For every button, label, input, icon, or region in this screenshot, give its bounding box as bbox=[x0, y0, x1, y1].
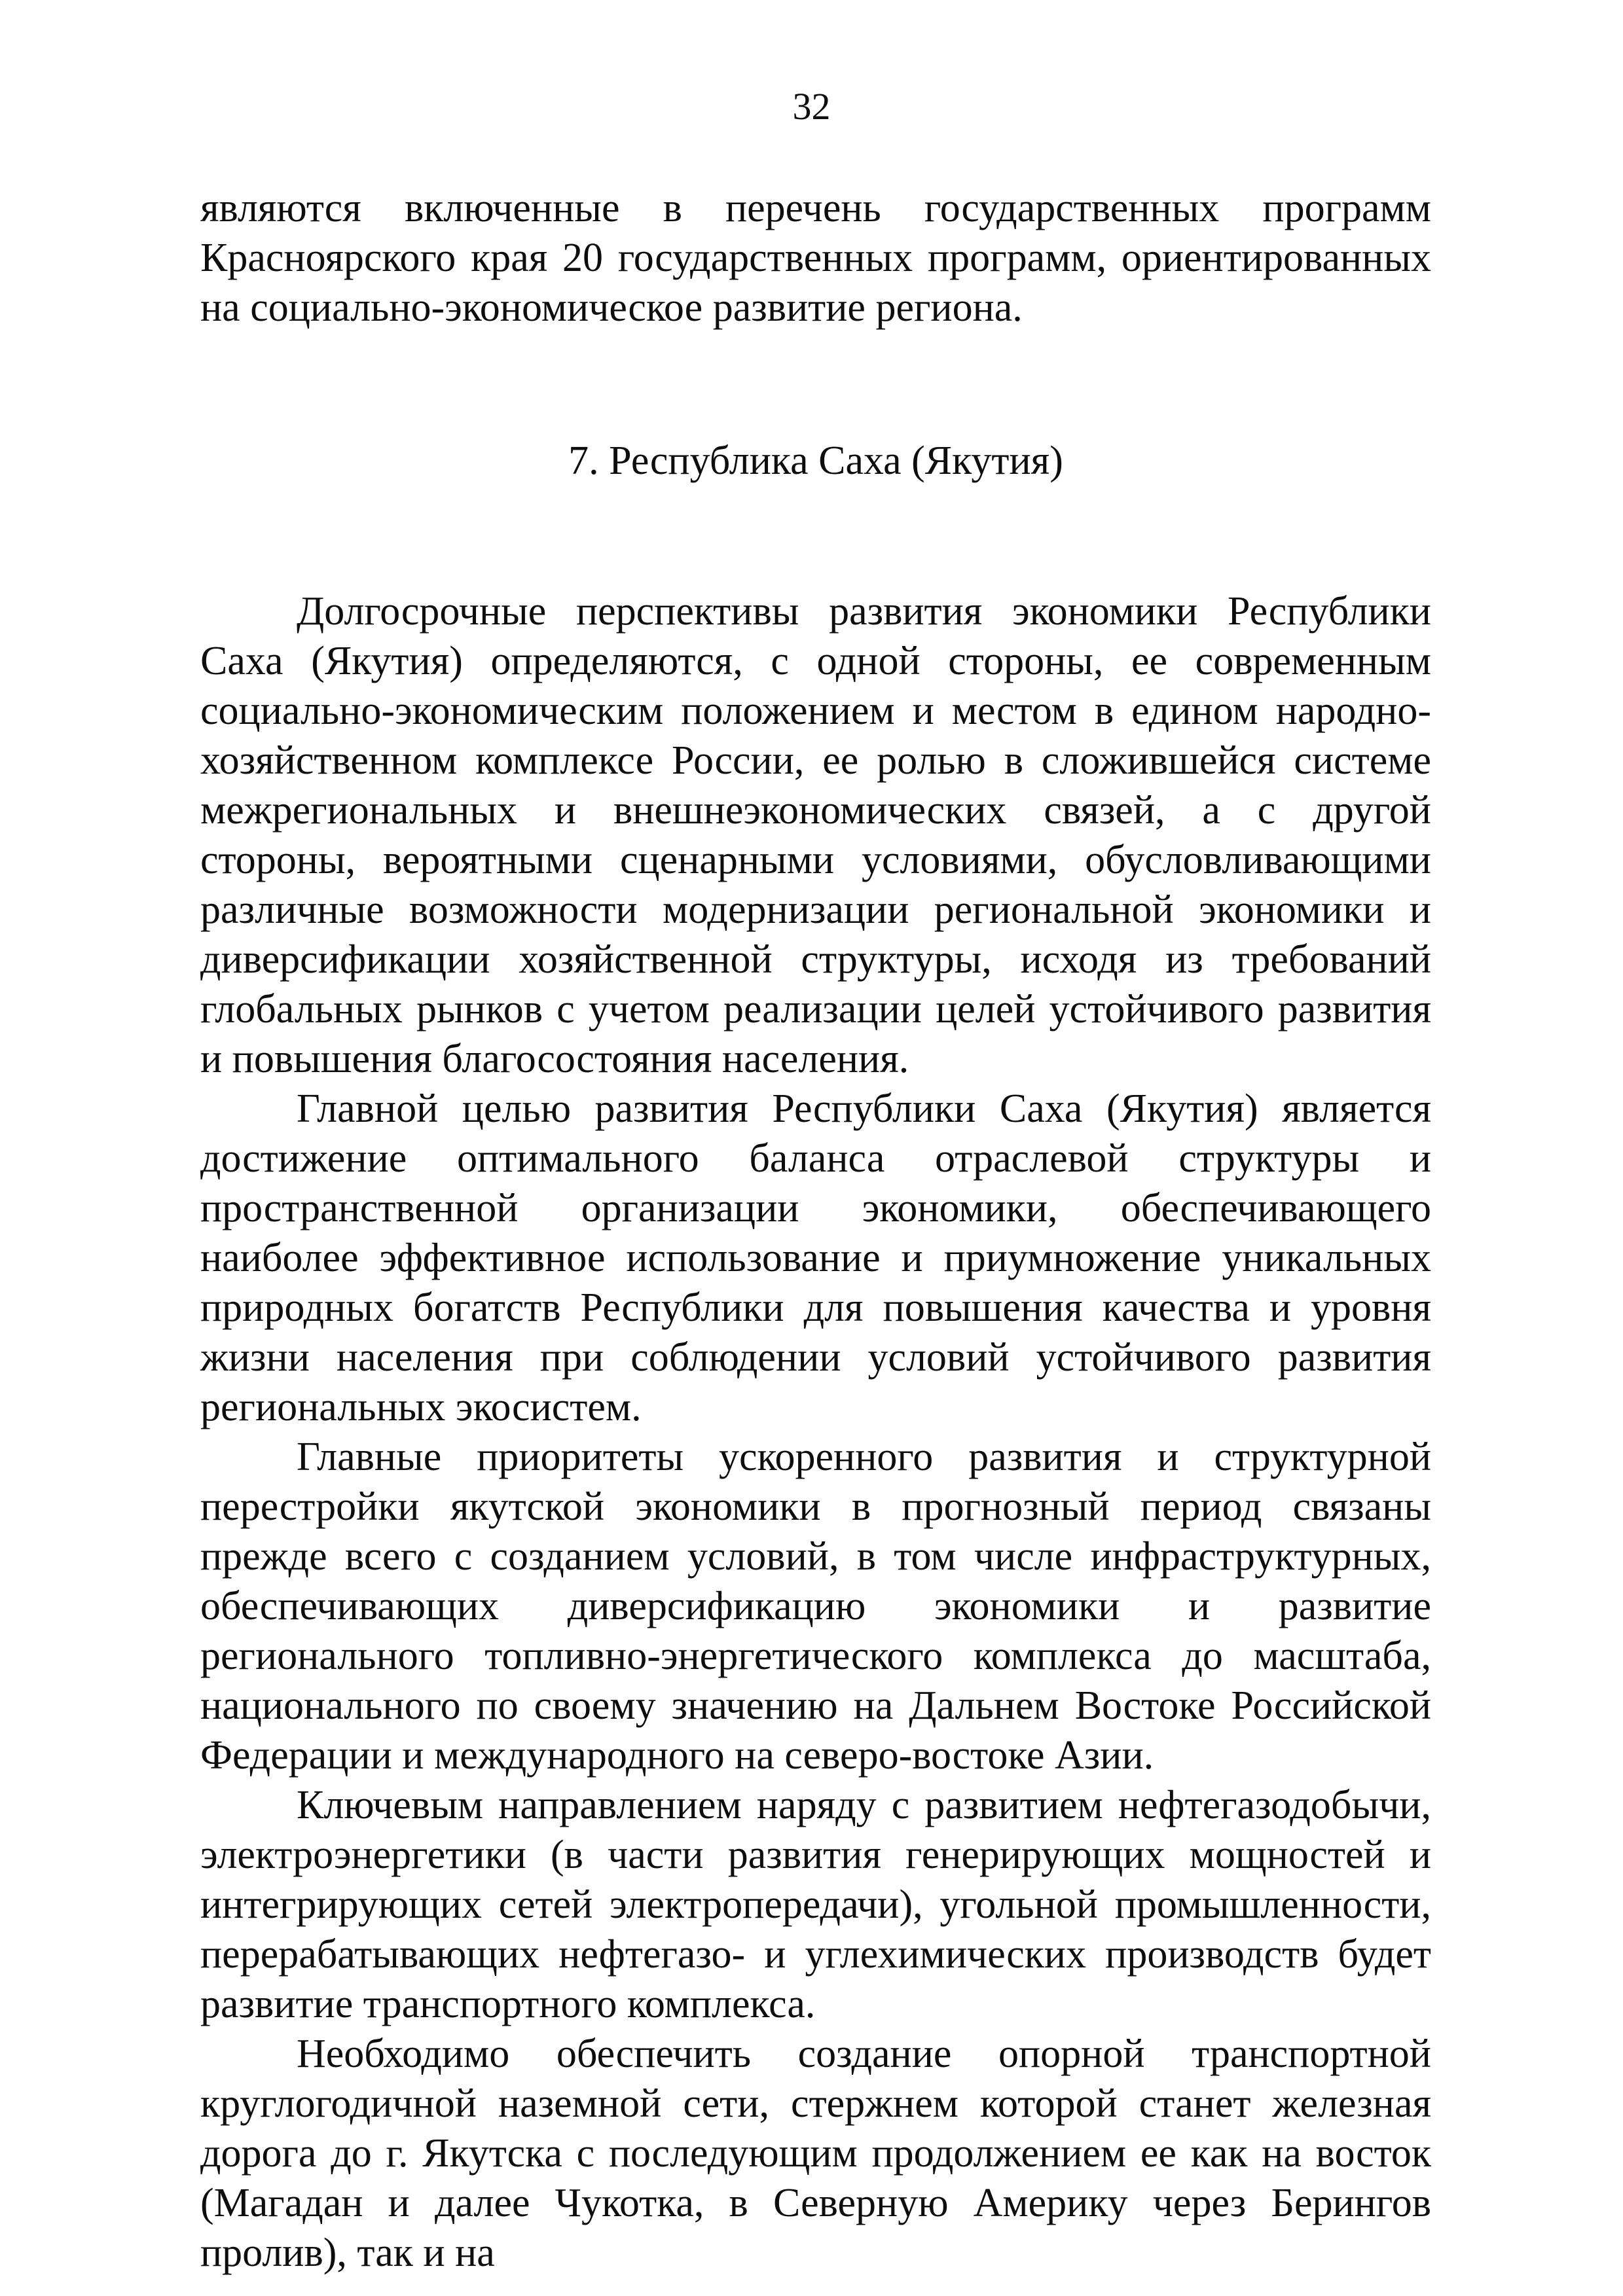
section-heading: 7. Республика Саха (Якутия) bbox=[568, 439, 1063, 483]
intro-paragraph: являются включенные в перечень государственных программ Красноярского края 20 государственных программ, ориентированных на социально-экономическое развитие региона. bbox=[200, 186, 1431, 330]
body-paragraph-3: Главные приоритеты ускоренного развития и структурной перестройки якутской экономики в прогнозный период связаны прежде всего с созданием условий, в том числе инфраструктурных, обеспечивающих диверсификацию экономики и развитие регионального топливно-энергетического комплекса до масштаба, национального по своему значению на Дальнем Востоке Российской Федерации и международного на северо-востоке Азии. bbox=[200, 1435, 1431, 1778]
page-number: 32 bbox=[792, 85, 831, 128]
body-paragraph-1: Долгосрочные перспективы развития экономики Республики Саха (Якутия) определяются, с одной стороны, ее современным социально-экономическим положением и местом в едином народно-хозяйственном комплексе России, ее ролью в сложившейся системе межрегиональных и внешнеэкономических связей, а с другой стороны, вероятными сценарными условиями, обусловливающими различные возможности модернизации региональной экономики и диверсификации хозяйственной структуры, исходя из требований глобальных рынков с учетом реализации целей устойчивого развития и повышения благосостояния населения. bbox=[200, 589, 1431, 1081]
page-content bbox=[200, 183, 1431, 2278]
body-paragraph-5: Необходимо обеспечить создание опорной транспортной круглогодичной наземной сети, стержнем которой станет железная дорога до г. Якутска с последующим продолжением ее как на восток (Магадан и далее Чукотка, в Северную Америку через Берингов пролив), так и на bbox=[200, 2032, 1431, 2275]
body-paragraph-2: Главной целью развития Республики Саха (Якутия) является достижение оптимального баланса отраслевой структуры и пространственной организации экономики, обеспечивающего наиболее эффективное использование и приумножение уникальных природных богатств Республики для повышения качества и уровня жизни населения при соблюдении условий устойчивого развития региональных экосистем. bbox=[200, 1086, 1431, 1429]
body-paragraph-4: Ключевым направлением наряду с развитием нефтегазодобычи, электроэнергетики (в части развития генерирующих мощностей и интегрирующих сетей электропередачи), угольной промышленности, перерабатывающих нефтегазо- и углехимических производств будет развитие транспортного комплекса. bbox=[200, 1783, 1431, 2026]
